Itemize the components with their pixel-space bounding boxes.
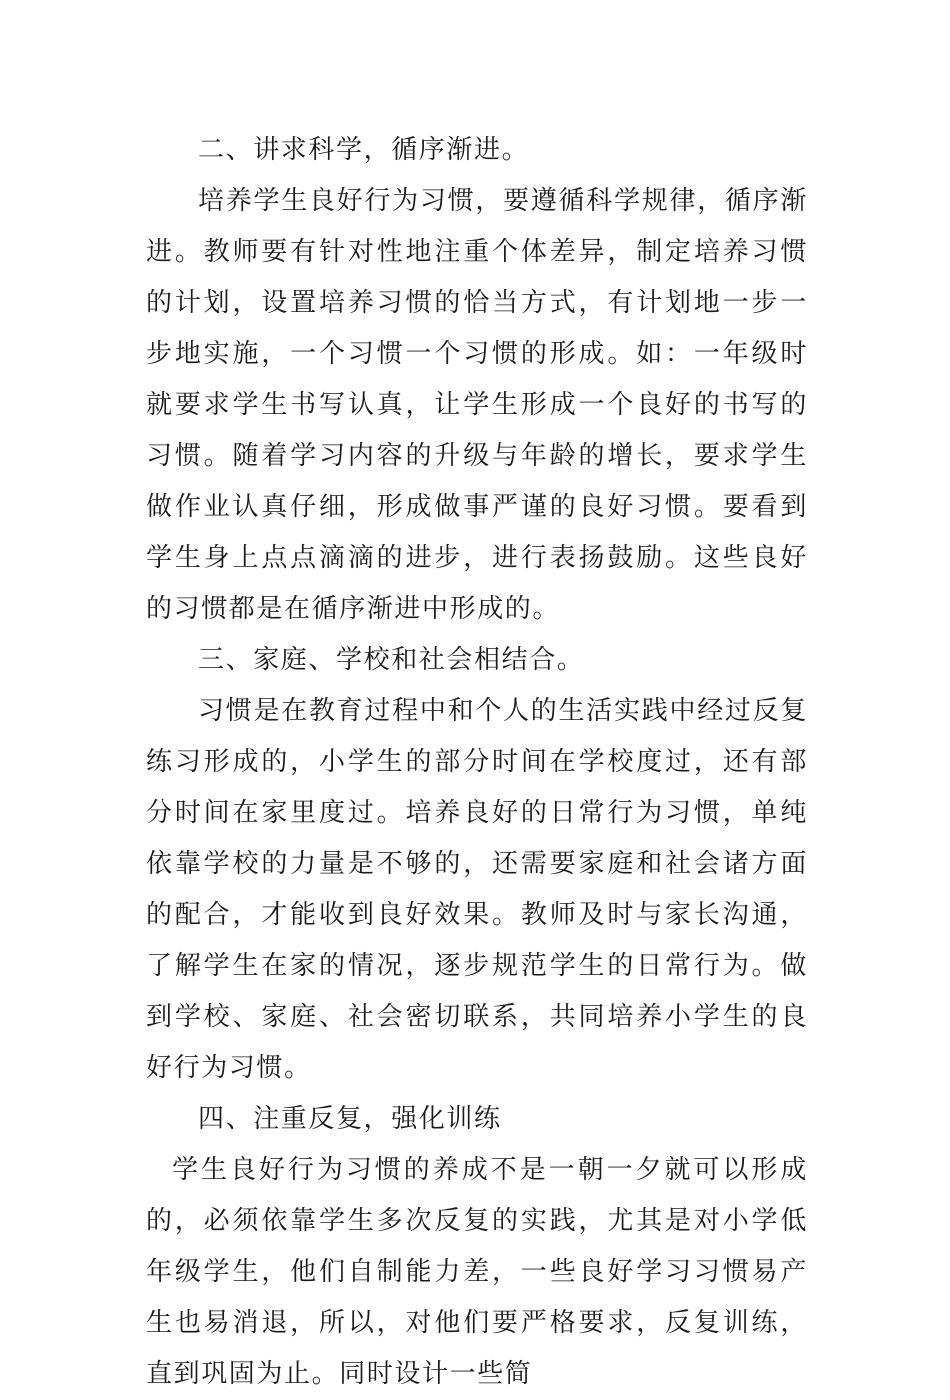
section-paragraph-3: 习惯是在教育过程中和个人的生活实践中经过反复练习形成的，小学生的部分时间在学校度过，还有部分时间在家里度过。培养良好的日常行为习惯，单纯依靠学校的力量是不够的，还需要家庭和社会诸方面的配合，才能收到良好效果。教师及时与家长沟通，了解学生在家的情况，逐步规范学生的日常行为。做到学校、家庭、社会密切联系，共同培养小学生的良好行为习惯。 xyxy=(146,696,808,1083)
section-paragraph-2: 培养学生良好行为习惯，要遵循科学规律，循序渐进。教师要有针对性地注重个体差异，制定培养习惯的计划，设置培养习惯的恰当方式，有计划地一步一步地实施，一个习惯一个习惯的形成。如：一年级时就要求学生书写认真，让学生形成一个良好的书写的习惯。随着学习内容的升级与年龄的增长，要求学生做作业认真仔细，形成做事严谨的良好习惯。要看到学生身上点点滴滴的进步，进行表扬鼓励。这些良好的习惯都是在循序渐进中形成的。 xyxy=(146,186,808,624)
section-heading-2: 二、讲求科学，循序渐进。 xyxy=(198,135,530,165)
section-heading-4: 四、注重反复，强化训练 xyxy=(198,1104,502,1134)
document-body xyxy=(146,125,808,1400)
section-paragraph-4: 学生良好行为习惯的养成不是一朝一夕就可以形成的，必须依靠学生多次反复的实践，尤其是对小学低年级学生，他们自制能力差，一些良好学习习惯易产生也易消退，所以，对他们要严格要求，反复训练，直到巩固为止。同时设计一些简 xyxy=(146,1155,808,1389)
section-heading-3: 三、家庭、学校和社会相结合。 xyxy=(198,645,585,675)
